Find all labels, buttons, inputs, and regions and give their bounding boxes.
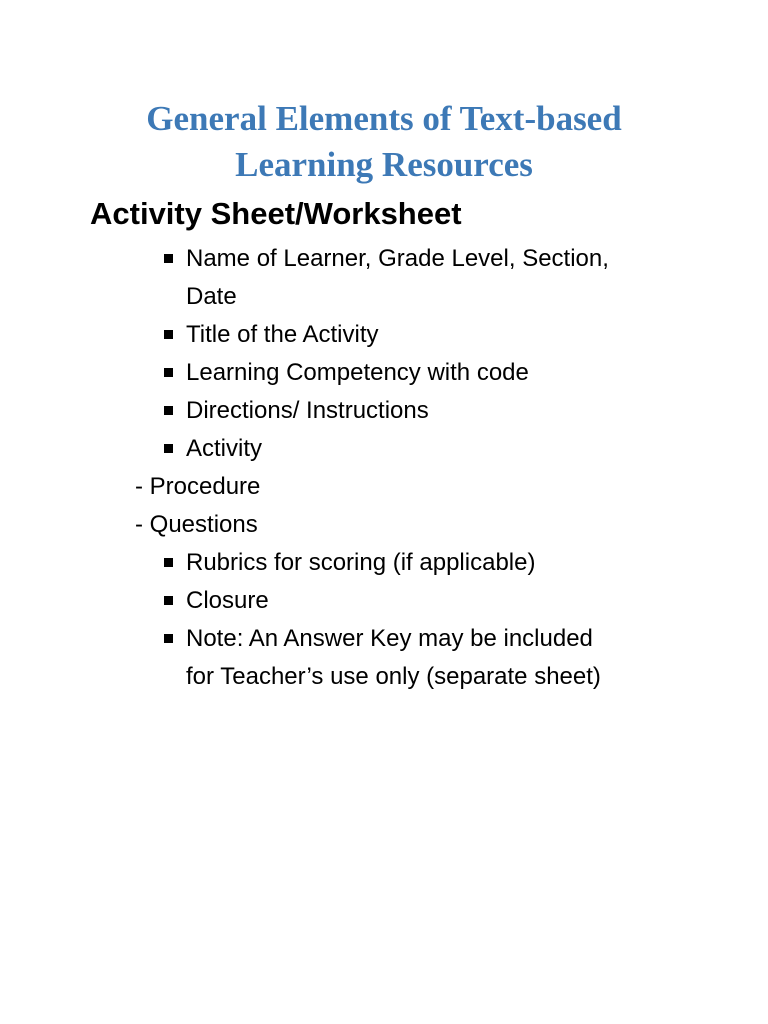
list-item-line: Title of the Activity bbox=[186, 321, 379, 348]
list-item-line: - Procedure bbox=[135, 473, 261, 500]
square-bullet-icon bbox=[164, 330, 173, 339]
square-bullet-icon bbox=[164, 596, 173, 605]
list-item bbox=[0, 392, 768, 430]
list-item bbox=[0, 544, 768, 582]
list-item bbox=[0, 582, 768, 620]
element-list bbox=[0, 240, 768, 696]
list-item-line: Closure bbox=[186, 587, 269, 614]
list-item-line: Rubrics for scoring (if applicable) bbox=[186, 549, 536, 576]
square-bullet-icon bbox=[164, 558, 173, 567]
list-item bbox=[0, 316, 768, 354]
list-item-line: Note: An Answer Key may be included bbox=[186, 625, 593, 652]
list-item-line: - Questions bbox=[135, 511, 258, 538]
list-item bbox=[0, 240, 768, 316]
square-bullet-icon bbox=[164, 254, 173, 263]
list-item-line: Learning Competency with code bbox=[186, 359, 529, 386]
page-title bbox=[0, 96, 768, 188]
list-item-line: Name of Learner, Grade Level, Section, bbox=[186, 245, 609, 272]
sub-list-item bbox=[0, 468, 768, 506]
list-item bbox=[0, 430, 768, 468]
section-heading: Activity Sheet/Worksheet bbox=[90, 196, 462, 231]
title-line-1: General Elements of Text-based bbox=[146, 99, 622, 138]
sub-list-item bbox=[0, 506, 768, 544]
list-item-line: Activity bbox=[186, 435, 263, 462]
square-bullet-icon bbox=[164, 406, 173, 415]
list-item-line: for Teacher’s use only (separate sheet) bbox=[186, 663, 601, 690]
square-bullet-icon bbox=[164, 368, 173, 377]
square-bullet-icon bbox=[164, 444, 173, 453]
list-item-line: Directions/ Instructions bbox=[186, 397, 429, 424]
title-line-2: Learning Resources bbox=[235, 145, 533, 184]
square-bullet-icon bbox=[164, 634, 173, 643]
list-item bbox=[0, 620, 768, 696]
list-item-line: Date bbox=[186, 283, 237, 310]
list-item bbox=[0, 354, 768, 392]
